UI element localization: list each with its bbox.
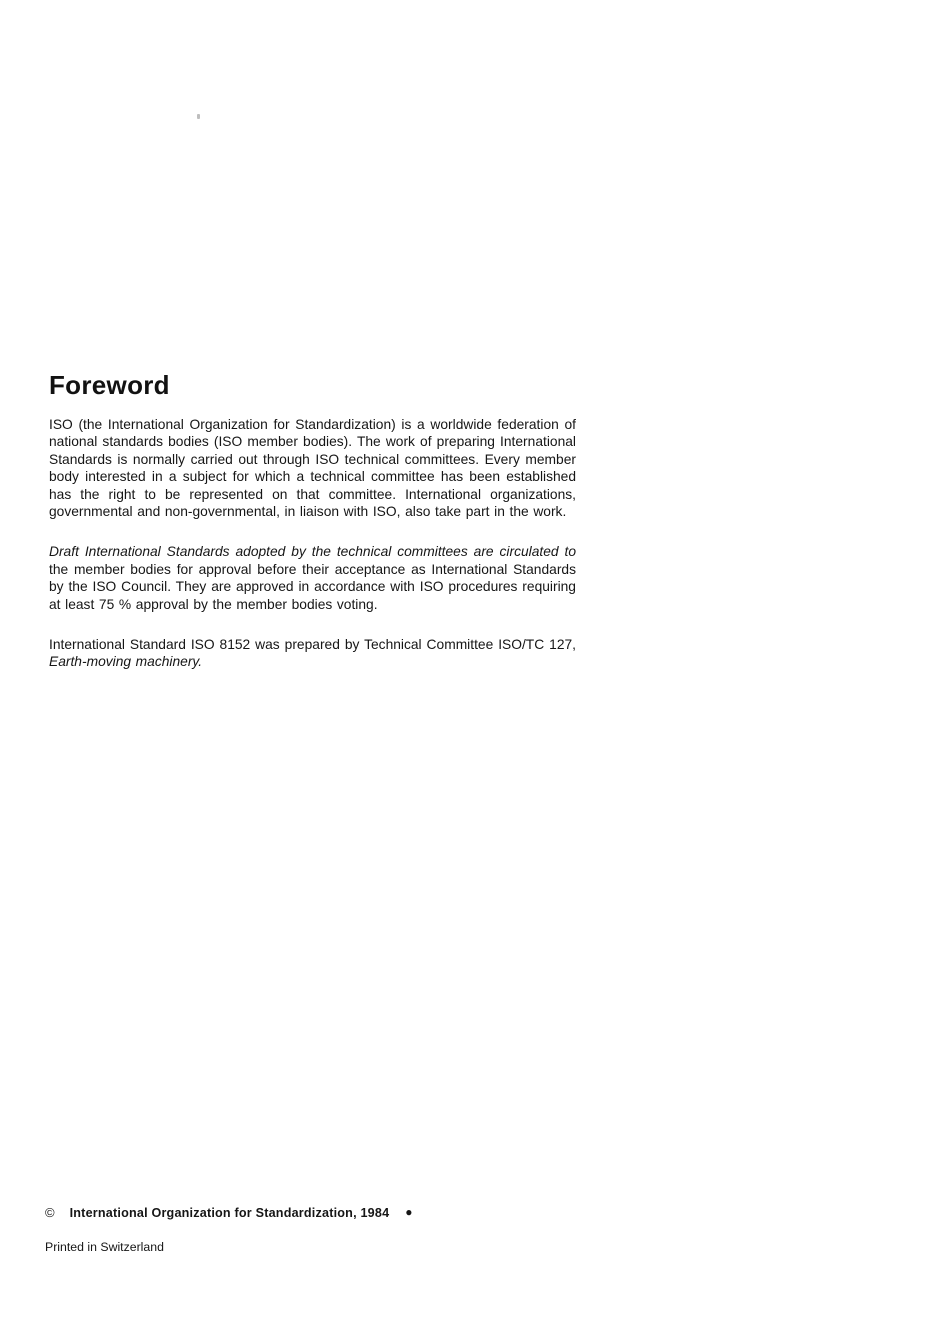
scan-artifact-speck (197, 114, 200, 119)
foreword-heading: Foreword (49, 370, 170, 400)
paragraph-iso-intro-text: ISO (the International Organization for Standardization) is a worldwide federation of national standards bodies (ISO member bodies). The work of preparing International Standards is normally carried out through ISO technical committees. Every member body interested in a subject for which a technical committee has been established has the right to be represented on that committee. International organizations, governmental and non-governmental, in liaison with ISO, also take part in the work. (49, 417, 576, 520)
paragraph-prepared-by-italic-tail: Earth-moving machinery. (49, 654, 203, 670)
paragraph-iso-intro (49, 416, 576, 520)
printed-in-note: Printed in Switzerland (45, 1240, 164, 1254)
copyright-symbol: © (45, 1205, 55, 1220)
foreword-section (49, 371, 576, 671)
end-of-notice-bullet-icon: ● (405, 1205, 413, 1219)
paragraph-draft-standards-italic-lead: Draft International Standards adopted by the technical committees are circulated to (49, 544, 576, 560)
paragraph-prepared-by (49, 636, 576, 671)
paragraph-draft-standards (49, 543, 576, 613)
copyright-line (45, 1205, 605, 1221)
copyright-text: International Organization for Standardization, 1984 (69, 1206, 390, 1220)
paragraph-draft-standards-rest: the member bodies for approval before their acceptance as International Standards by the ISO Council. They are approved in accordance with ISO procedures requiring at least 75 % approval by the member bodies voting. (49, 561, 576, 612)
paragraph-prepared-by-lead: International Standard ISO 8152 was prepared by Technical Committee ISO/TC 127, (49, 637, 576, 653)
